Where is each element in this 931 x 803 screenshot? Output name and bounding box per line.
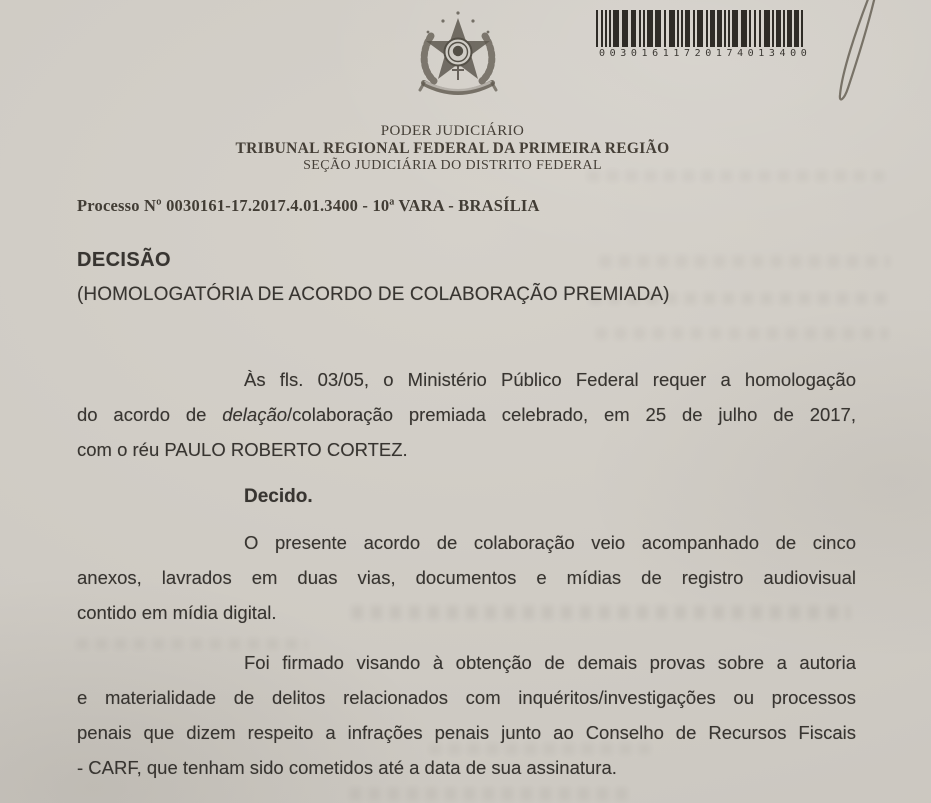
- brazil-coat-of-arms-icon: [414, 8, 502, 106]
- decido-line: Decido.: [244, 486, 313, 507]
- paragraph-purpose: Foi firmado visando à obtenção de demais provas sobre a autoria e materialidade de delitos relacionados com inquéritos/investigações ou processos penais que dizem respeito a infrações penais junto ao Conselho de Recursos Fiscais - CARF, que tenham sido cometidos até a data de sua assinatura.: [77, 652, 856, 778]
- court-header: [0, 123, 905, 174]
- header-court-line: TRIBUNAL REGIONAL FEDERAL DA PRIMEIRA REGIÃO: [235, 140, 670, 157]
- bleed-through-text: [588, 171, 888, 181]
- bleed-through-text: [596, 328, 888, 339]
- barcode-digits: 00301611720174013400: [599, 48, 812, 59]
- pen-stroke-mark-icon: [818, 0, 890, 112]
- bleed-through-text: [430, 744, 650, 754]
- header-branch-line: PODER JUDICIÁRIO: [380, 123, 525, 139]
- bleed-through-text: [600, 256, 890, 267]
- bleed-through-text: [590, 293, 890, 304]
- bleed-through-text: [352, 606, 850, 619]
- paragraph-request: Às fls. 03/05, o Ministério Público Federal requer a homologação do acordo de delação/colaboração premiada celebrado, em 25 de julho de 2017, com o réu PAULO ROBERTO CORTEZ.: [77, 369, 856, 460]
- process-number-line: Processo Nº 0030161-17.2017.4.01.3400 - 10ª VARA - BRASÍLIA: [77, 196, 540, 215]
- decision-title: DECISÃO: [77, 249, 171, 271]
- bleed-through-text: [77, 639, 307, 649]
- barcode-bars: [596, 10, 810, 47]
- barcode: [596, 10, 810, 59]
- decision-subtitle: (HOMOLOGATÓRIA DE ACORDO DE COLABORAÇÃO PREMIADA): [77, 284, 670, 305]
- bleed-through-text: [350, 788, 630, 800]
- paragraph-annexes: O presente acordo de colaboração veio acompanhado de cinco anexos, lavrados em duas vias, documentos e mídias de registro audiovisual contido em mídia digital.: [77, 532, 856, 623]
- header-section-line: SEÇÃO JUDICIÁRIA DO DISTRITO FEDERAL: [303, 158, 602, 173]
